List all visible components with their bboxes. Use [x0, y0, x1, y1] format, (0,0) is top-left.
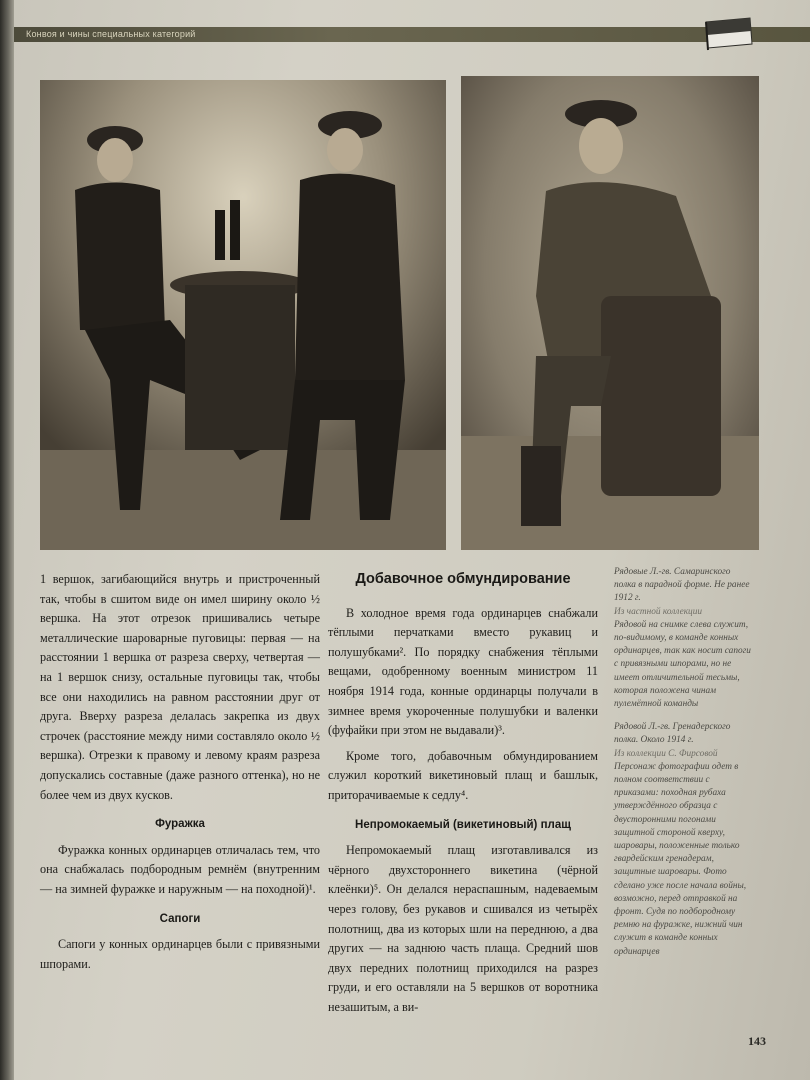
- paragraph-trousers: 1 вершок, загибающийся внутрь и пристроченный так, чтобы в сшитом виде он имел ширину около ½ вершка. На этот отрезок пришивались четыре металлические шароварные пуговицы: первая — на расстоянии 1 вершка от разреза сверху, четвертая — на 1 вершок снизу, остальные пуговицы так, чтобы все они находились на равном расстоянии друг от друга. Вверху разреза делалась закрепка из двух строчек (расстояние между ними составляло около ½ вершка). Отрезки к правому и левому краям разреза допускались составные (даже разного оттенка), но не более чем из двух кусков.: [40, 572, 320, 802]
- paragraph-cloak: Непромокаемый плащ изготавливался из чёрного двухстороннего викетина (чёрной клеёнки)⁵. Он делался нераспашным, надеваемым через голову, без рукавов и сшивался из четырёх полотнищ, два из которых шли на переднюю, а два других — на заднюю часть плаща. Средний шов двух передних полотнищ приходился на разрез груди, и его оставляли на 5 вершков от воротника незашитым, а ви-: [328, 843, 598, 1014]
- caption-column: [614, 566, 754, 969]
- heading-cap: Фуражка: [155, 818, 205, 831]
- caption-1-title: Рядовые Л.-гв. Самаринского полка в парадной форме. Не ранее 1912 г.: [614, 567, 750, 604]
- section-heading-additional-uniform: Добавочное обмундирование: [355, 571, 571, 587]
- paragraph-cap: Фуражка конных ординарцев отличалась тем, что она снабжалась подбородным ремнём (внутренним — на зимней фуражке и наружным — на походной)¹.: [40, 842, 320, 896]
- caption-photo-2: [614, 721, 754, 959]
- caption-1-source: Из частной коллекции: [614, 606, 702, 617]
- heading-boots: Сапоги: [159, 912, 201, 925]
- caption-1-note: Рядовой на снимке слева служит, по-видимому, в команде конных ординарцев, так как носит сапоги с привязными шпорами, но не имеет отличительной тесьмы, которая положена чинам пулемётной команды: [614, 619, 751, 710]
- flag-icon: [702, 14, 754, 52]
- caption-2-title: Рядовой Л.-гв. Гренадерского полка. Около 1914 г.: [614, 722, 731, 746]
- caption-2-note: Персонаж фотографии одет в полном соответствии с приказами: походная рубаха утверждённого образца с двусторонними погонами защитной стороной кверху, шаровары, положенные только гвардейским гренадерам, защитные шаровары. Фото сделано уже после начала войны, возможно, перед отправкой на фронт. Судя по подбородному ремню на фуражке, нижний чин служит в команде конных ординарцев: [614, 761, 747, 957]
- photo-two-soldiers: [40, 80, 446, 550]
- page-number: 143: [748, 1034, 766, 1048]
- caption-2-source: Из коллекции С. Фирсовой: [614, 748, 718, 759]
- paragraph-cloak-bashlyk: Кроме того, добавочным обмундированием служил короткий викетиновый плащ и башлык, приторачиваемые к седлу⁴.: [328, 748, 598, 802]
- photo-seated-soldier: [461, 76, 759, 550]
- heading-waterproof-cloak: Непромокаемый (викетиновый) плащ: [355, 818, 571, 831]
- text-column-middle: [328, 570, 598, 1023]
- text-column-left: [40, 570, 320, 980]
- running-title: Конвоя и чины специальных категорий: [26, 29, 196, 39]
- paragraph-boots: Сапоги у конных ординарцев были с привязными шпорами.: [40, 937, 320, 971]
- book-page: [14, 0, 810, 1080]
- caption-photo-1: [614, 566, 754, 711]
- book-spine: [0, 0, 14, 1080]
- paragraph-warm-items: В холодное время года ординарцев снабжали тёплыми перчатками вместо рукавиц и полушубками². По порядку снабжения тёплыми вещами, одобренному военным министром 11 ноября 1914 года, конные ординарцы получали в зимнее время укороченные полушубки и валенки (фуфайки при этом не выдавали)³.: [328, 605, 598, 738]
